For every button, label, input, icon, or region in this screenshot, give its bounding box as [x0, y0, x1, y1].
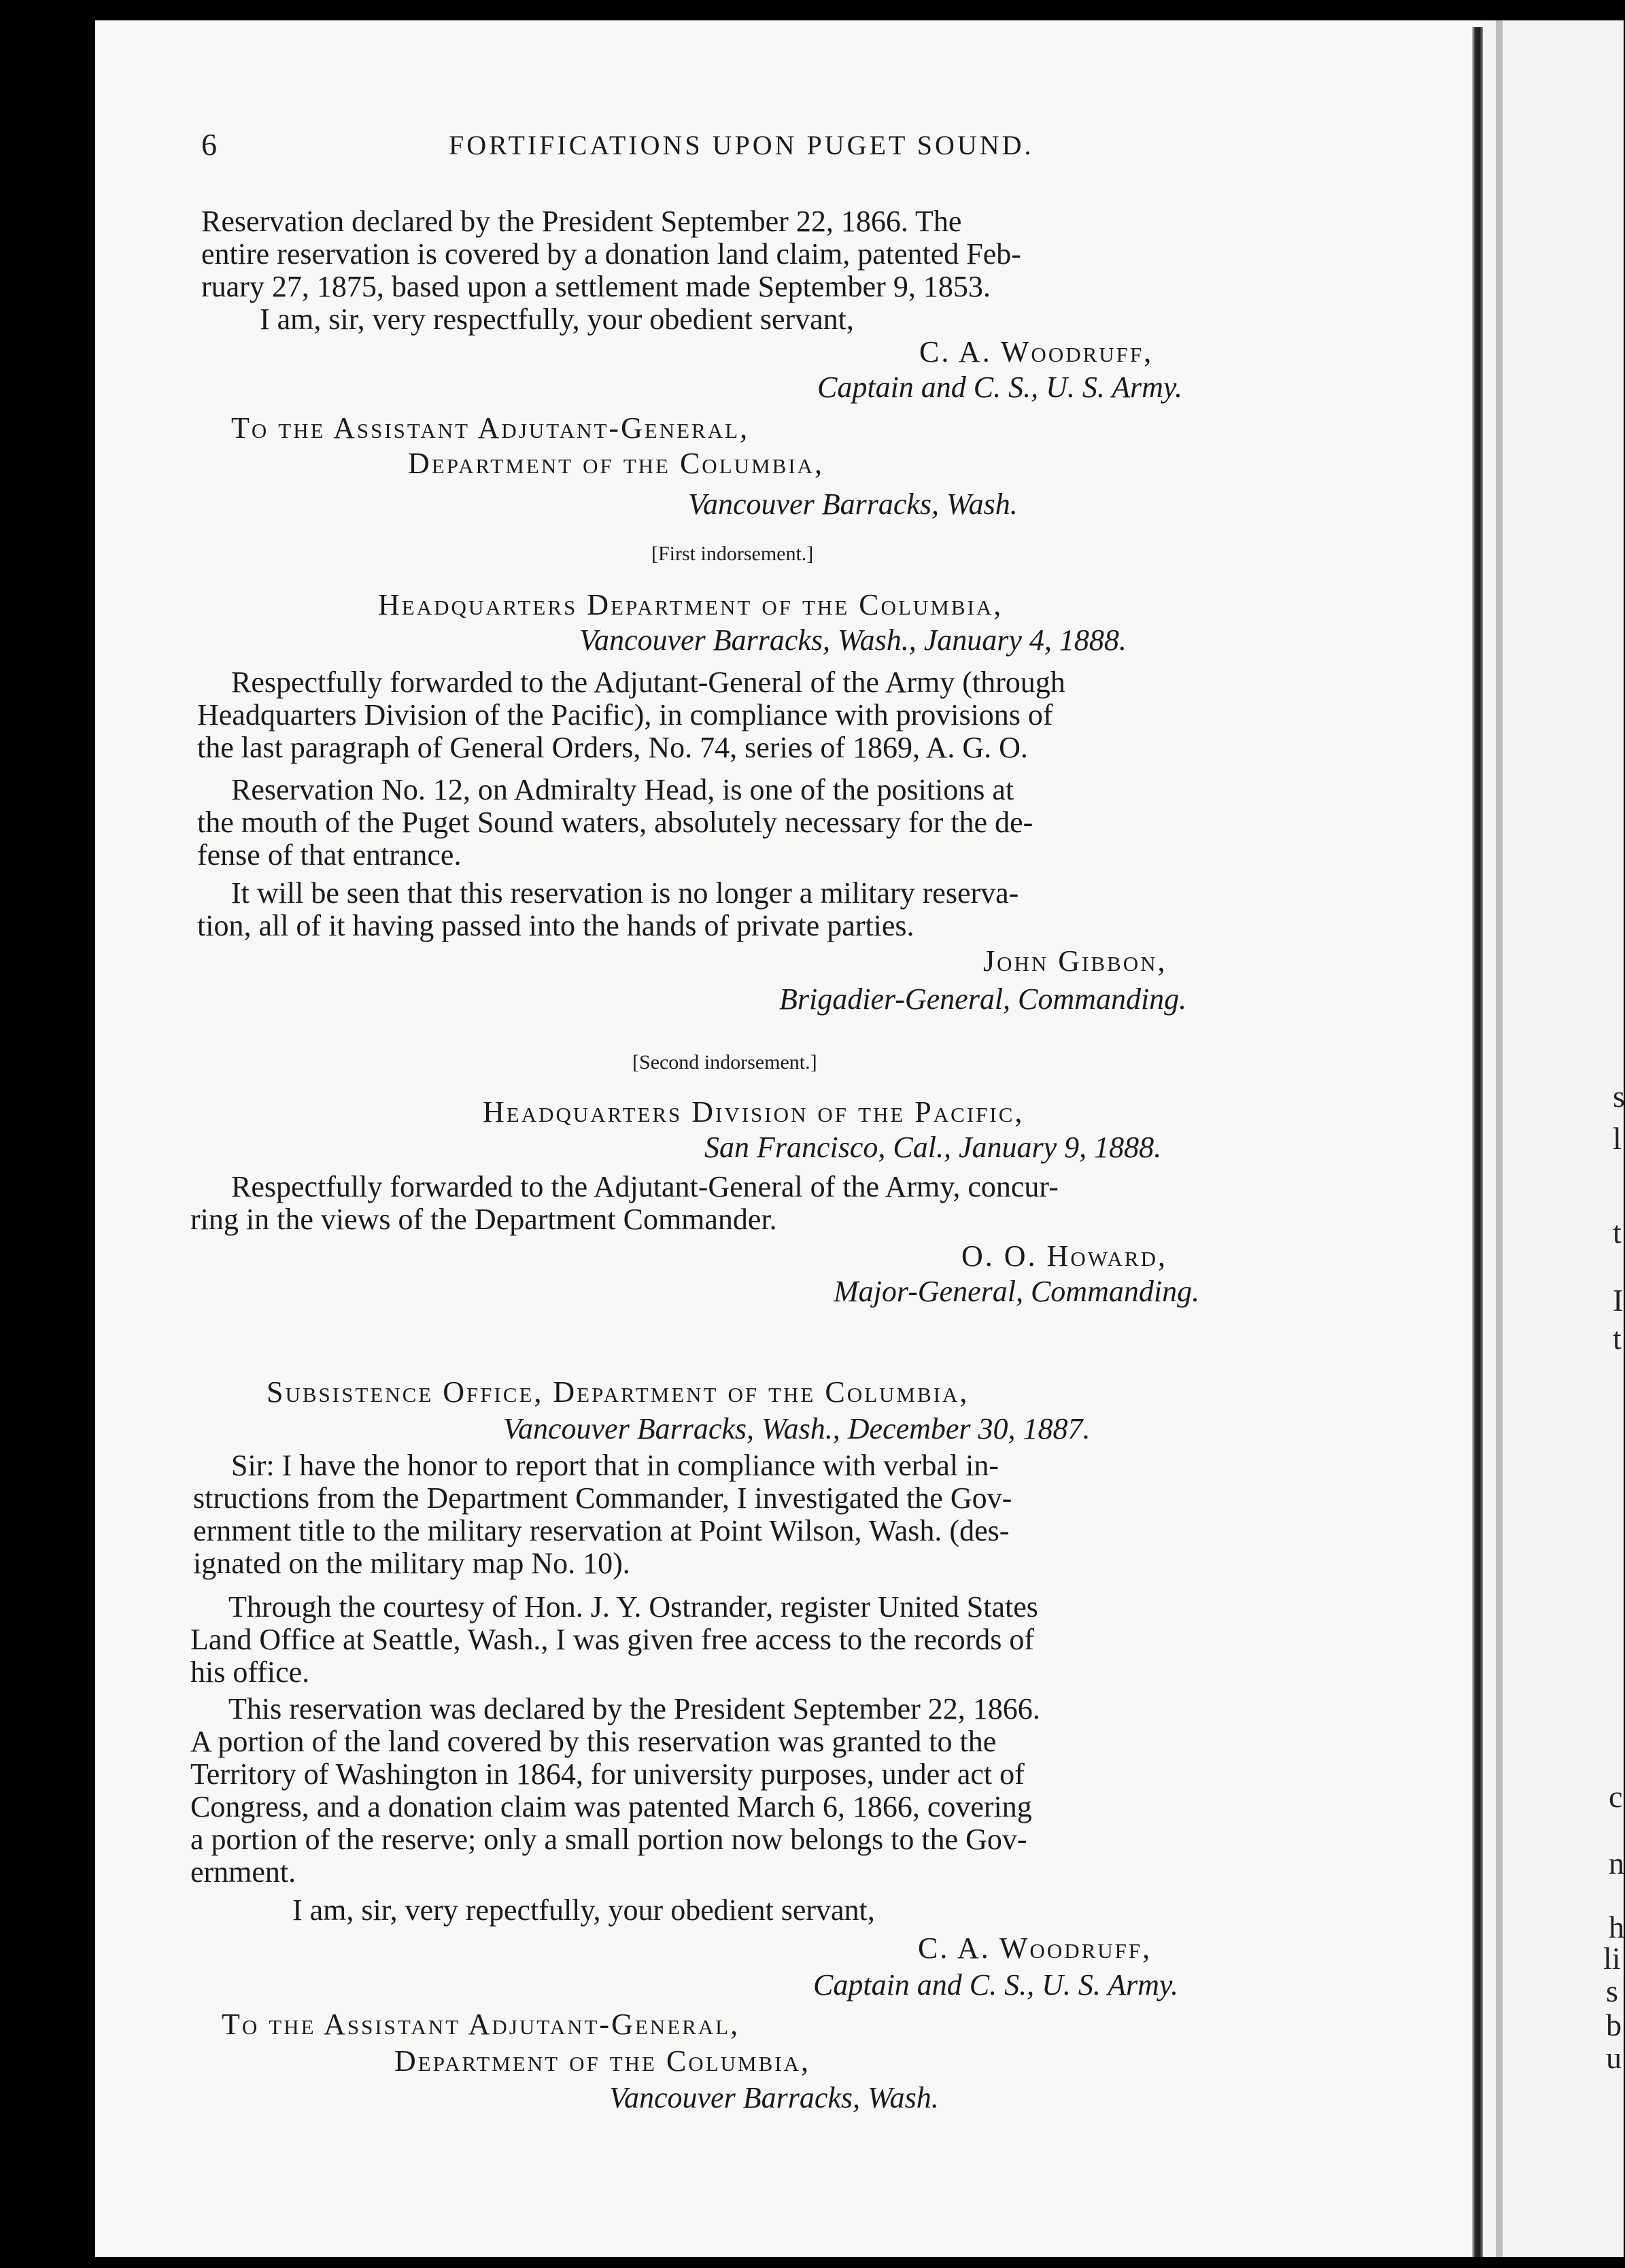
first-indorsement-line: Headquarters Division of the Pacific), in compliance with provisions of: [197, 698, 1053, 732]
letter2-address: Department of the Columbia,: [394, 2044, 810, 2078]
second-indorsement-heading: Headquarters Division of the Pacific,: [483, 1095, 1025, 1129]
letter1-signer: C. A. Woodruff,: [919, 335, 1154, 368]
second-indorsement-date: San Francisco, Cal., January 9, 1888.: [704, 1131, 1162, 1164]
facing-page-fragment: u: [1606, 2040, 1622, 2075]
letter2-heading: Subsistence Office, Department of the Columbia,: [267, 1375, 970, 1409]
facing-page-fragment: l: [1613, 1121, 1622, 1156]
letter1-address: To the Assistant Adjutant-General,: [231, 411, 750, 445]
first-indorsement-signer-title: Brigadier-General, Commanding.: [779, 982, 1187, 1016]
letter2-closing: I am, sir, very repectfully, your obedient servant,: [292, 1893, 875, 1927]
letter1-address: Department of the Columbia,: [408, 447, 824, 480]
second-indorsement-line: ring in the views of the Department Commander.: [190, 1203, 777, 1236]
first-indorsement-heading: Headquarters Department of the Columbia,: [378, 588, 1004, 621]
facing-page-fragment: t: [1613, 1215, 1622, 1250]
facing-page-fragment: c: [1609, 1779, 1623, 1814]
letter1-signer-title: Captain and C. S., U. S. Army.: [817, 371, 1183, 404]
facing-page-margin: [1496, 20, 1503, 2257]
facing-page-fragment: s: [1606, 1974, 1618, 2008]
facing-page-fragment: s: [1613, 1079, 1625, 1114]
letter2-line: Territory of Washington in 1864, for university purposes, under act of: [190, 1757, 1025, 1791]
page-number: 6: [201, 127, 217, 162]
letter1-address: Vancouver Barracks, Wash.: [688, 487, 1018, 521]
letter2-line: ignated on the military map No. 10).: [193, 1547, 630, 1580]
facing-page-fragment: I: [1613, 1283, 1624, 1318]
facing-page: [1483, 20, 1624, 2257]
letter2-signer-title: Captain and C. S., U. S. Army.: [813, 1968, 1179, 2001]
facing-page-fragment: h: [1609, 1910, 1624, 1944]
second-indorsement-label: [Second indorsement.]: [632, 1051, 817, 1073]
second-indorsement-signer: O. O. Howard,: [961, 1239, 1167, 1273]
letter1-line: ruary 27, 1875, based upon a settlement made September 9, 1853.: [201, 270, 991, 303]
letter2-line: Land Office at Seattle, Wash., I was given free access to the records of: [190, 1623, 1035, 1656]
second-indorsement-signer-title: Major-General, Commanding.: [834, 1275, 1200, 1308]
running-title: FORTIFICATIONS UPON PUGET SOUND.: [449, 130, 1034, 160]
facing-page-fragment: li: [1603, 1941, 1621, 1976]
letter2-date: Vancouver Barracks, Wash., December 30, 1887.: [503, 1412, 1091, 1445]
letter2-line: Congress, and a donation claim was patented March 6, 1866, covering: [190, 1790, 1032, 1823]
letter2-line: structions from the Department Commander, I investigated the Gov-: [193, 1481, 1012, 1515]
first-indorsement-line: It will be seen that this reservation is no longer a military reserva-: [231, 876, 1019, 910]
letter2-line: A portion of the land covered by this reservation was granted to the: [190, 1725, 997, 1758]
letter2-line: This reservation was declared by the President September 22, 1866.: [228, 1692, 1040, 1725]
letter2-address: Vancouver Barracks, Wash.: [609, 2081, 939, 2114]
letter2-line: ernment title to the military reservation at Point Wilson, Wash. (des-: [193, 1514, 1010, 1547]
letter2-address: To the Assistant Adjutant-General,: [222, 2008, 740, 2041]
letter2-line: ernment.: [190, 1855, 296, 1889]
facing-page-fragment: n: [1609, 1846, 1624, 1880]
letter1-line: entire reservation is covered by a donation land claim, patented Feb-: [201, 237, 1021, 271]
first-indorsement-line: fense of that entrance.: [197, 838, 462, 872]
first-indorsement-line: Respectfully forwarded to the Adjutant-General of the Army (through: [231, 666, 1065, 699]
first-indorsement-line: the last paragraph of General Orders, No. 74, series of 1869, A. G. O.: [197, 731, 1028, 764]
letter1-line: Reservation declared by the President September 22, 1866. The: [201, 205, 962, 238]
first-indorsement-label: [First indorsement.]: [651, 543, 814, 565]
first-indorsement-line: Reservation No. 12, on Admiralty Head, is one of the positions at: [231, 773, 1014, 806]
letter2-line: Through the courtesy of Hon. J. Y. Ostrander, register United States: [228, 1590, 1038, 1623]
first-indorsement-date: Vancouver Barracks, Wash., January 4, 1888.: [579, 623, 1127, 657]
letter2-line: Sir: I have the honor to report that in compliance with verbal in-: [231, 1449, 999, 1482]
first-indorsement-line: the mouth of the Puget Sound waters, absolutely necessary for the de-: [197, 806, 1033, 839]
page-gutter: [1472, 27, 1483, 2257]
facing-page-fragment: t: [1613, 1321, 1622, 1356]
letter2-signer: C. A. Woodruff,: [918, 1931, 1152, 1965]
letter1-closing: I am, sir, very respectfully, your obedient servant,: [260, 303, 854, 336]
facing-page-fragment: b: [1606, 2008, 1622, 2042]
first-indorsement-line: tion, all of it having passed into the hands of private parties.: [197, 909, 914, 942]
letter2-line: his office.: [190, 1655, 310, 1689]
first-indorsement-signer: John Gibbon,: [983, 944, 1167, 978]
letter2-line: a portion of the reserve; only a small portion now belongs to the Gov-: [190, 1823, 1027, 1856]
second-indorsement-line: Respectfully forwarded to the Adjutant-General of the Army, concur-: [231, 1170, 1059, 1203]
